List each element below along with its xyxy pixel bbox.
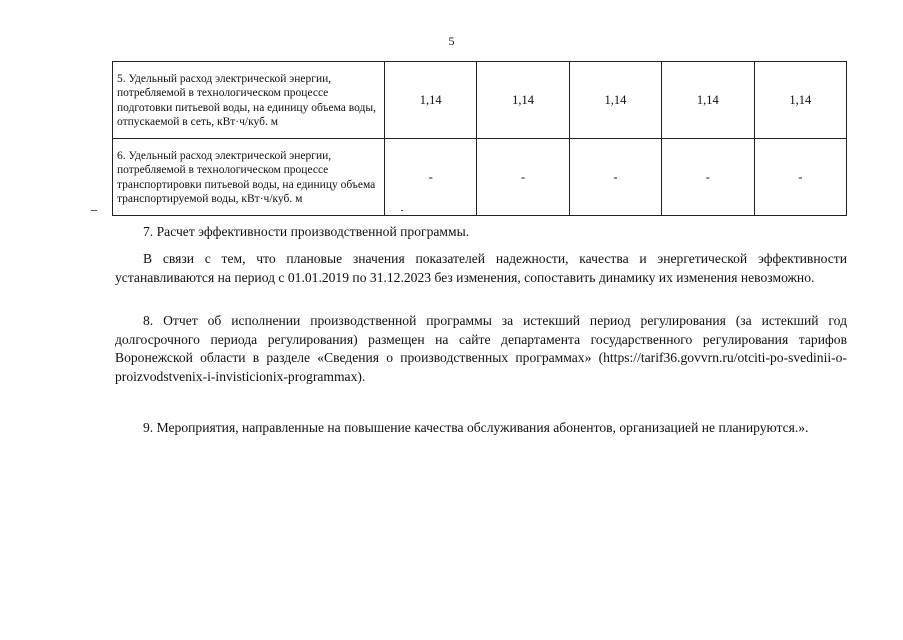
table-row bbox=[113, 62, 847, 139]
row-value: - bbox=[662, 139, 754, 216]
row-value: - bbox=[477, 139, 569, 216]
row-value: - bbox=[754, 139, 846, 216]
row-value: - bbox=[385, 139, 477, 216]
table-row bbox=[113, 139, 847, 216]
paragraph-7-heading: 7. Расчет эффективности производственной программы. bbox=[143, 224, 470, 239]
row-value: - bbox=[569, 139, 661, 216]
paragraph-8: 8. Отчет об исполнении производственной программы за истекший период регулирования (за истекший год долгосрочного периода регулирования) размещен на сайте департамента государственного регулирования тарифов Воронежской области в разделе «Сведения о производственных программах» (https://tarif36.govvrn.ru/otciti-po-svedinii-o-proizvodstvenix-i-invisticionix-programmax). bbox=[115, 313, 847, 384]
page-number: 5 bbox=[448, 34, 455, 48]
row-value: 1,14 bbox=[662, 62, 754, 139]
scan-mark bbox=[91, 210, 97, 211]
row-value: 1,14 bbox=[385, 62, 477, 139]
paragraph-7-body: В связи с тем, что плановые значения показателей надежности, качества и энергетической эффективности устанавливаются на период с 01.01.2019 по 31.12.2023 без изменения, сопоставить динамику их изменения невозможно. bbox=[115, 251, 847, 285]
indicators-table bbox=[112, 61, 847, 216]
row-value: 1,14 bbox=[477, 62, 569, 139]
paragraph-9: 9. Мероприятия, направленные на повышение качества обслуживания абонентов, организацией не планируются.». bbox=[143, 420, 809, 435]
row-label: 6. Удельный расход электрической энергии, потребляемой в технологическом процессе транспортировки питьевой воды, на единицу объема транспортируемой воды, кВт·ч/куб. м bbox=[113, 139, 385, 216]
row-value: 1,14 bbox=[569, 62, 661, 139]
scan-mark bbox=[401, 210, 403, 211]
row-label: 5. Удельный расход электрической энергии, потребляемой в технологическом процессе подготовки питьевой воды, на единицу объема воды, отпускаемой в сеть, кВт·ч/куб. м bbox=[113, 62, 385, 139]
row-value: 1,14 bbox=[754, 62, 846, 139]
